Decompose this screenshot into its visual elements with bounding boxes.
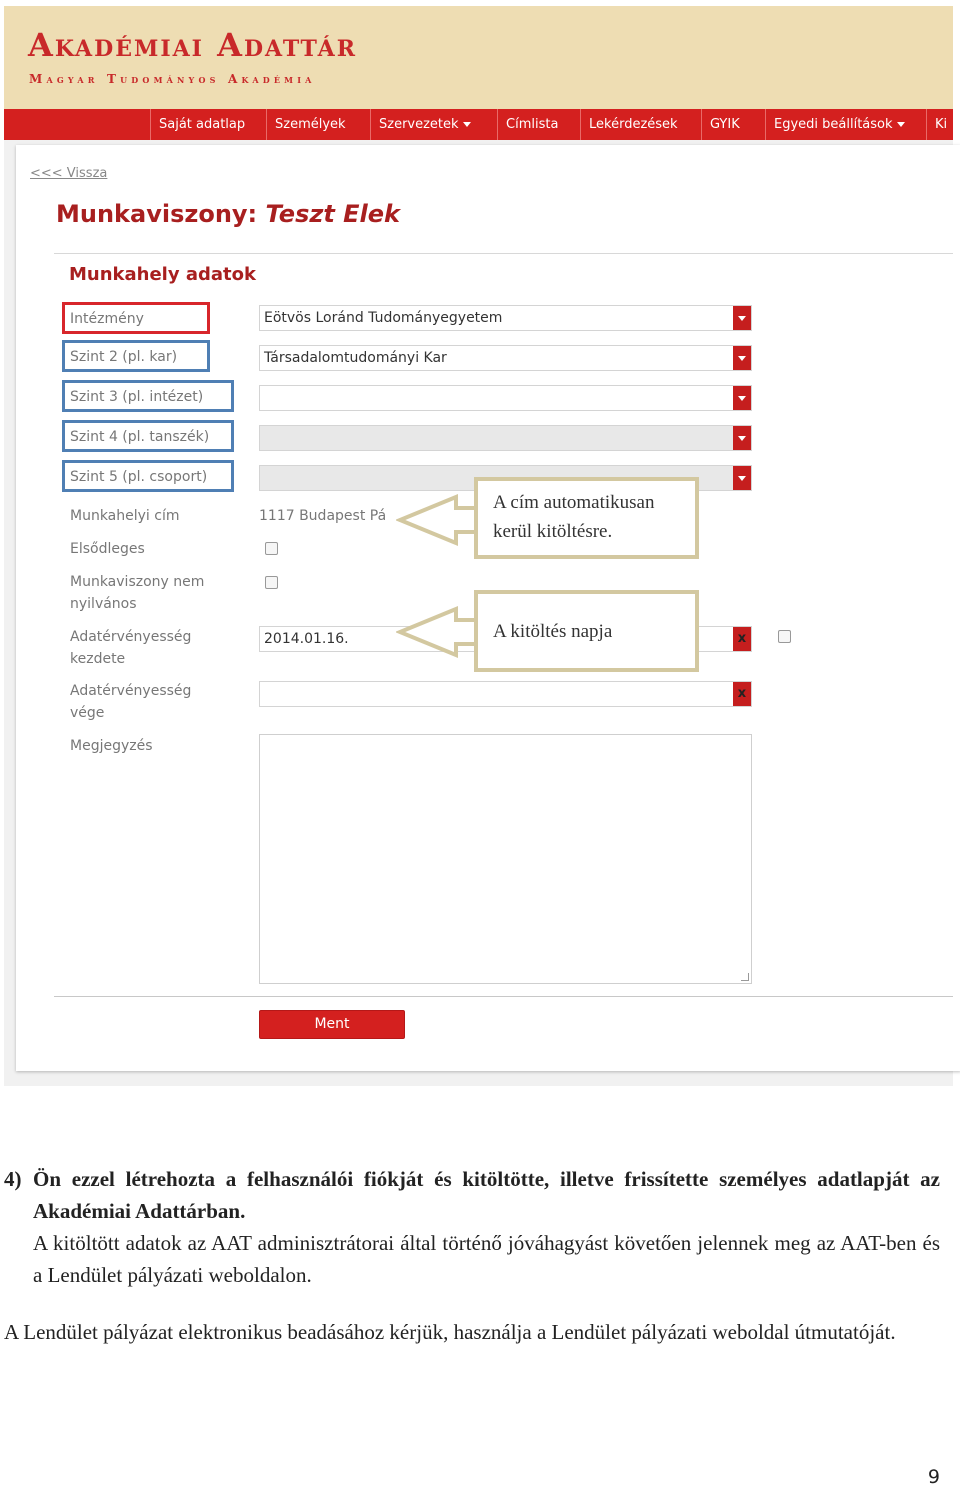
valid-from-checkbox[interactable]: [778, 630, 791, 643]
not-public-label-line1: Munkaviszony nem: [70, 574, 205, 590]
nav-label: Címlista: [506, 117, 559, 132]
address-callout: [474, 477, 699, 559]
date-callout: [474, 590, 699, 672]
nav-label: Ki: [935, 117, 948, 132]
valid-from-label-line2: kezdete: [70, 651, 126, 667]
save-button[interactable]: Ment: [259, 1010, 405, 1039]
valid-from-label: [70, 626, 191, 670]
valid-to-input[interactable]: [259, 681, 752, 707]
callout-arrow-icon: [396, 494, 480, 546]
nav-label: Saját adatlap: [159, 117, 246, 132]
level4-label: Szint 4 (pl. tanszék): [62, 420, 234, 452]
valid-from-label-line1: Adatérvényesség: [70, 629, 192, 645]
site-header: [4, 6, 953, 109]
nav-item-szemelyek[interactable]: [266, 109, 354, 140]
address-value: 1117 Budapest Pá: [259, 508, 387, 524]
nav-label: Egyedi beállítások: [774, 117, 893, 132]
nav-item-cimlista[interactable]: [497, 109, 566, 140]
nav-item-szervezetek[interactable]: [370, 109, 479, 140]
nav-item-gyik[interactable]: [701, 109, 748, 140]
page-title: [56, 200, 400, 228]
address-callout-line2: kerül kitöltésre.: [493, 521, 613, 542]
item-number: 4): [4, 1167, 22, 1191]
page-number: 9: [927, 1466, 940, 1488]
nav-label: GYIK: [710, 117, 740, 132]
nav-item-ki[interactable]: [926, 109, 953, 140]
nav-item-egyedi-beallitasok[interactable]: [765, 109, 913, 140]
back-link[interactable]: <<< Vissza: [30, 166, 108, 181]
chevron-down-icon: [897, 122, 905, 127]
chevron-down-icon[interactable]: [733, 306, 751, 330]
page-title-prefix: Munkaviszony:: [56, 200, 258, 228]
institution-label: Intézmény: [62, 302, 210, 334]
level2-label: Szint 2 (pl. kar): [62, 340, 210, 372]
note-textarea[interactable]: [259, 734, 752, 984]
chevron-down-icon[interactable]: [733, 386, 751, 410]
item-sub-text: A kitöltött adatok az AAT adminisztrátorai által történő jóváhagyást követően jelennek meg az AAT-ben és a Lendület pályázati weboldalon.: [33, 1231, 940, 1287]
level4-select[interactable]: [259, 425, 752, 451]
nav-item-sajat-adatlap[interactable]: [150, 109, 253, 140]
section-title: Munkahely adatok: [69, 264, 256, 285]
address-callout-line1: A cím automatikusan: [493, 492, 655, 513]
valid-to-label-line1: Adatérvényesség: [70, 683, 192, 699]
primary-label: Elsődleges: [70, 541, 145, 557]
level5-label: Szint 5 (pl. csoport): [62, 460, 234, 492]
level2-select[interactable]: [259, 345, 752, 371]
institution-select[interactable]: [259, 305, 752, 331]
logo-subtitle: Magyar Tudományos Akadémia: [29, 72, 316, 86]
instruction-paragraph: A Lendület pályázat elektronikus beadásához kérjük, használja a Lendület pályázati weboldal útmutatóját.: [4, 1320, 896, 1344]
valid-to-label: [70, 680, 191, 724]
level2-value: Társadalomtudományi Kar: [264, 350, 447, 366]
section-divider: [54, 253, 953, 254]
note-label: Megjegyzés: [70, 738, 153, 754]
callout-arrow-icon: [396, 606, 480, 658]
chevron-down-icon[interactable]: [733, 346, 751, 370]
valid-to-label-line2: vége: [70, 705, 105, 721]
address-label: Munkahelyi cím: [70, 508, 180, 524]
logo-title[interactable]: Akadémiai Adattár: [28, 26, 357, 64]
not-public-checkbox[interactable]: [265, 576, 278, 589]
level3-select[interactable]: [259, 385, 752, 411]
nav-label: Lekérdezések: [589, 117, 678, 132]
valid-from-value: 2014.01.16.: [264, 631, 349, 647]
chevron-down-icon: [463, 122, 471, 127]
main-nav: [4, 109, 953, 140]
primary-checkbox[interactable]: [265, 542, 278, 555]
item-bold-text: Ön ezzel létrehozta a felhasználói fiókját és kitöltötte, illetve frissítette személyes adatlapját az Akadémiai Adattárban.: [33, 1167, 940, 1223]
chevron-down-icon[interactable]: [733, 426, 751, 450]
not-public-label-line2: nyilvános: [70, 596, 137, 612]
not-public-label: [70, 571, 204, 615]
institution-value: Eötvös Loránd Tudományegyetem: [264, 310, 503, 326]
chevron-down-icon[interactable]: [733, 466, 751, 490]
clear-icon[interactable]: x: [733, 627, 751, 651]
form-divider: [54, 996, 953, 997]
clear-icon[interactable]: x: [733, 682, 751, 706]
nav-label: Szervezetek: [379, 117, 459, 132]
level3-label: Szint 3 (pl. intézet): [62, 380, 234, 412]
nav-label: Személyek: [275, 117, 346, 132]
nav-item-lekerdezesek[interactable]: [580, 109, 686, 140]
resize-grip-icon[interactable]: [741, 973, 749, 981]
page-title-name: Teszt Elek: [265, 200, 401, 228]
date-callout-text: A kitöltés napja: [493, 621, 613, 642]
